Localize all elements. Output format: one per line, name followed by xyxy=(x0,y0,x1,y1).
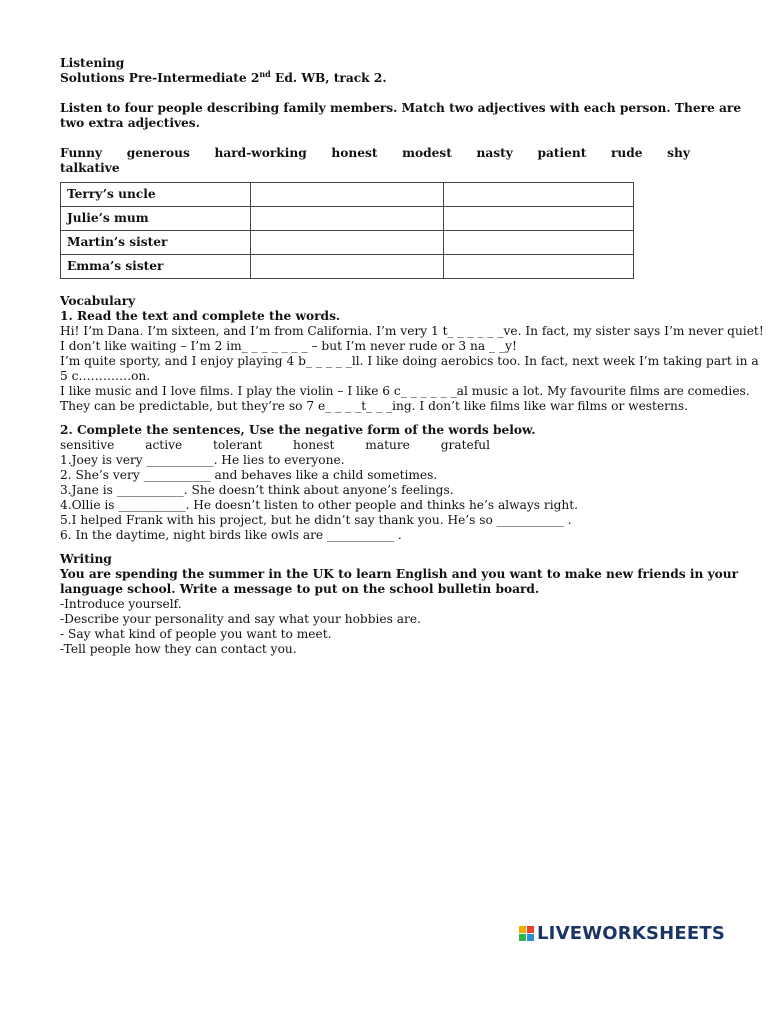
person-label: Martin’s sister xyxy=(61,231,251,255)
word: grateful xyxy=(440,438,490,452)
sentence-item: 4.Ollie is ___________. He doesn’t listen to other people and thinks he’s always right. xyxy=(60,498,579,512)
sentence-item: 1.Joey is very ___________. He lies to everyone. xyxy=(60,453,345,467)
sentence-item: 6. In the daytime, night birds like owls are ___________ . xyxy=(60,528,402,542)
source-text: Solutions Pre-Intermediate 2 xyxy=(60,71,260,85)
writing-point: -Describe your personality and say what your hobbies are. xyxy=(60,612,421,626)
text-line: 5 c………….on. xyxy=(60,369,151,383)
person-label: Emma’s sister xyxy=(61,255,251,279)
writing-point: -Introduce yourself. xyxy=(60,597,182,611)
text-line: Hi! I’m Dana. I’m sixteen, and I’m from California. I’m very 1 t_ _ _ _ _ _ve. In fact, my sister says I’m never quiet! xyxy=(60,324,764,338)
sentence-item: 2. She’s very ___________ and behaves like a child sometimes. xyxy=(60,468,438,482)
section-title-listening: Listening xyxy=(60,56,125,70)
table-row xyxy=(61,231,634,255)
person-label: Terry’s uncle xyxy=(61,183,251,207)
writing-prompt-2: language school. Write a message to put on the school bulletin board. xyxy=(60,582,540,596)
adjective: shy xyxy=(667,146,690,160)
word: active xyxy=(145,438,183,452)
adjective: honest xyxy=(331,146,378,160)
logo-square xyxy=(527,926,534,933)
answer-cell[interactable] xyxy=(444,231,634,255)
section-title-vocabulary: Vocabulary xyxy=(60,294,136,308)
table-row xyxy=(61,183,634,207)
sentence-item: 3.Jane is ___________. She doesn’t think about anyone’s feelings. xyxy=(60,483,454,497)
adjective-list xyxy=(60,146,690,161)
answer-cell[interactable] xyxy=(251,231,444,255)
answer-cell[interactable] xyxy=(251,207,444,231)
answer-cell[interactable] xyxy=(444,207,634,231)
source-line xyxy=(60,68,700,86)
text-line: They can be predictable, but they’re so 7 e_ _ _ _t_ _ _ing. I don’t like films like war films or westerns. xyxy=(60,399,688,413)
adjective: patient xyxy=(537,146,587,160)
listening-instruction-2: two extra adjectives. xyxy=(60,116,200,130)
word-list xyxy=(60,438,490,453)
person-label: Julie’s mum xyxy=(61,207,251,231)
adjective: nasty xyxy=(476,146,513,160)
text-line: I don’t like waiting – I’m 2 im_ _ _ _ _ _ _ – but I’m never rude or 3 na _ _y! xyxy=(60,339,517,353)
text-line: I’m quite sporty, and I enjoy playing 4 b_ _ _ _ _ll. I like doing aerobics too. In fact, next week I’m taking part in a xyxy=(60,354,759,368)
writing-point: -Tell people how they can contact you. xyxy=(60,642,297,656)
logo-text: LIVEWORKSHEETS xyxy=(537,923,726,944)
table-row xyxy=(61,207,634,231)
liveworksheets-logo[interactable] xyxy=(519,923,726,944)
sentence-item: 5.I helped Frank with his project, but he didn’t say thank you. He’s so ___________ . xyxy=(60,513,572,527)
word: sensitive xyxy=(60,438,115,452)
adjective: rude xyxy=(611,146,643,160)
worksheet xyxy=(60,56,764,657)
listening-instruction-1: Listen to four people describing family members. Match two adjectives with each person. There are xyxy=(60,101,742,115)
logo-mark-icon xyxy=(519,926,534,941)
adjective: generous xyxy=(126,146,190,160)
text-line: I like music and I love films. I play the violin – I like 6 c_ _ _ _ _ _al music a lot. My favourite films are comedies. xyxy=(60,384,750,398)
writing-point: - Say what kind of people you want to meet. xyxy=(60,627,332,641)
adjective: Funny xyxy=(60,146,103,160)
adjective: talkative xyxy=(60,161,120,175)
task-1-title: 1. Read the text and complete the words. xyxy=(60,309,341,323)
source-superscript: nd xyxy=(259,68,271,79)
answer-cell[interactable] xyxy=(251,183,444,207)
word: mature xyxy=(365,438,410,452)
word: tolerant xyxy=(213,438,263,452)
matching-table xyxy=(60,182,634,279)
adjective: hard-working xyxy=(214,146,307,160)
logo-square xyxy=(527,934,534,941)
source-text-end: Ed. WB, track 2. xyxy=(270,71,387,85)
logo-square xyxy=(519,926,526,933)
logo-square xyxy=(519,934,526,941)
word: honest xyxy=(293,438,335,452)
adjective: modest xyxy=(402,146,452,160)
section-title-writing: Writing xyxy=(60,552,112,566)
table-row xyxy=(61,255,634,279)
answer-cell[interactable] xyxy=(444,255,634,279)
task-2-title: 2. Complete the sentences, Use the negative form of the words below. xyxy=(60,423,536,437)
answer-cell[interactable] xyxy=(444,183,634,207)
answer-cell[interactable] xyxy=(251,255,444,279)
writing-prompt-1: You are spending the summer in the UK to learn English and you want to make new friends in your xyxy=(60,567,739,581)
